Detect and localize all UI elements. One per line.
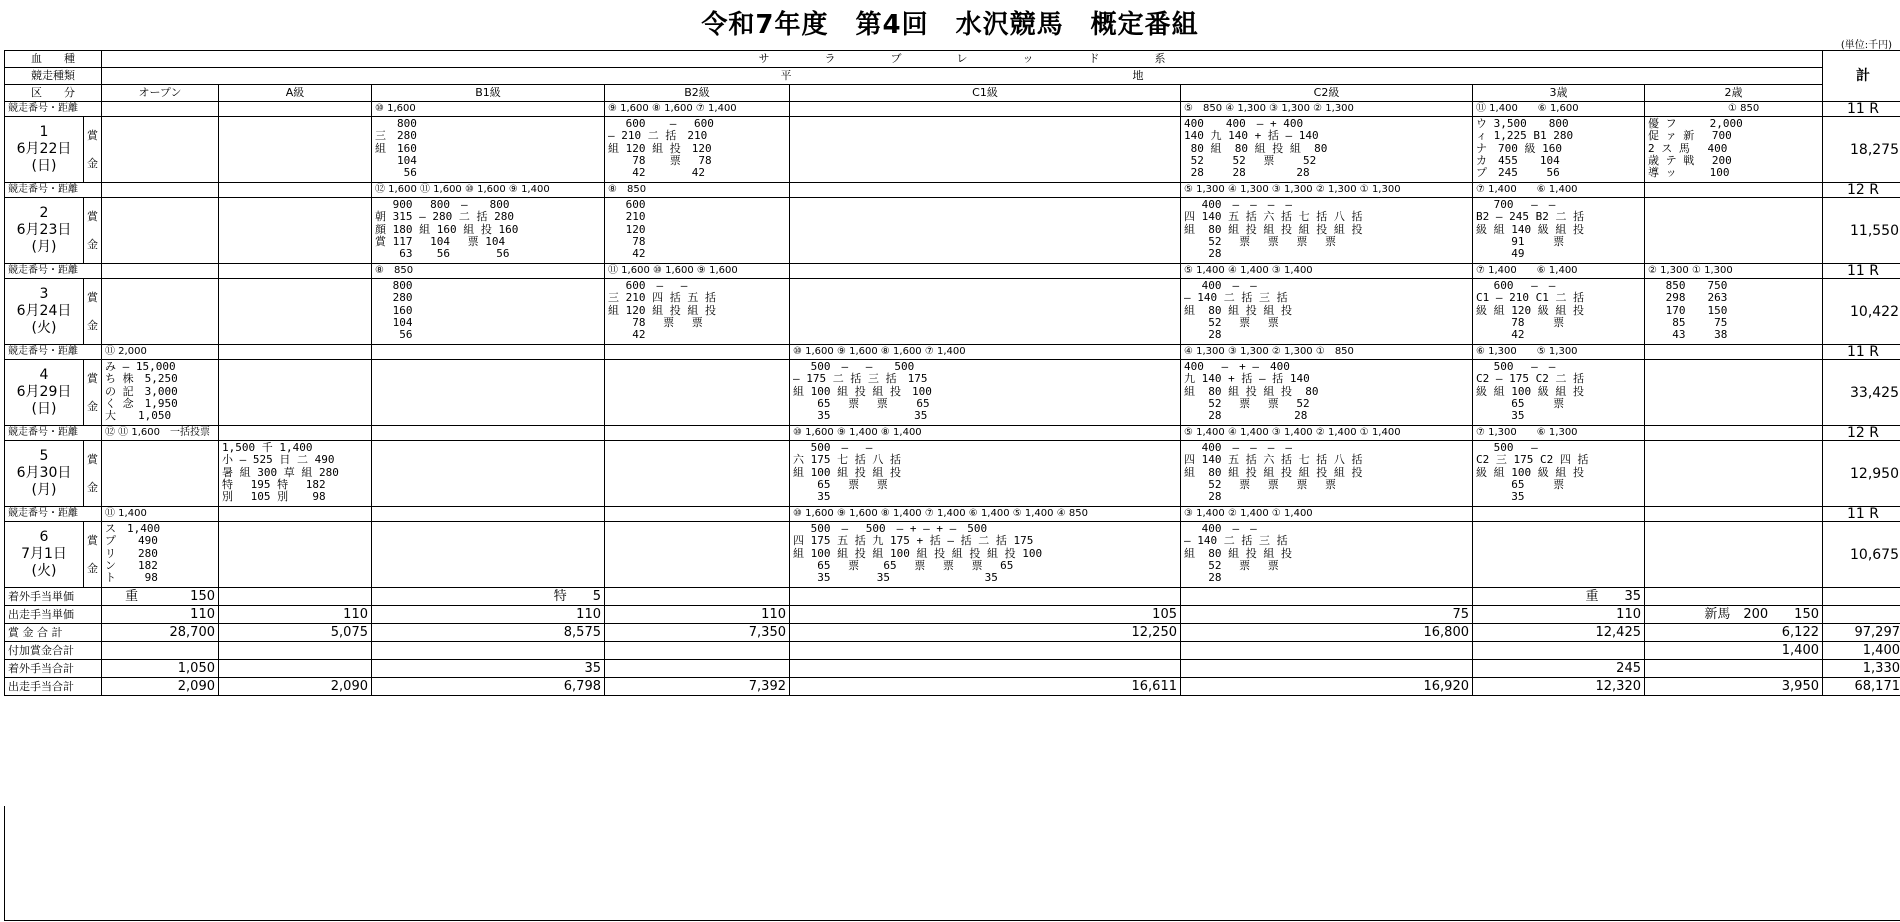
blood-value: サ ラ ブ レ ッ ド 系 <box>102 51 1823 68</box>
race-distance-label: 競走番号・距離 <box>5 426 102 441</box>
prize-label <box>84 360 102 426</box>
prize-cell <box>1473 360 1645 426</box>
prize-label-top: 賞 <box>87 533 98 547</box>
prize-breakdown: 500 — C2 三 175 C2 四 括 級 組 100 級 組 投 65 票 35 <box>1476 441 1589 504</box>
prize-label-bottom: 金 <box>87 237 98 251</box>
prize-breakdown: 1,500 千 1,400 小 — 525 日 二 490 暑 組 300 草 組 280 特 195 特 182 別 105 別 98 <box>222 441 339 504</box>
prize-cell <box>1181 279 1473 345</box>
race-distance-cell: ⑤ 1,400 ④ 1,400 ③ 1,400 <box>1181 264 1473 279</box>
race-distance-cell <box>790 102 1181 117</box>
race-distance-cell <box>102 183 219 198</box>
prize-label-bottom: 金 <box>87 399 98 413</box>
day-dow: (火) <box>31 563 57 579</box>
prize-cell <box>1645 360 1823 426</box>
prize-breakdown: 500 — — 六 175 七 括 八 括 組 100 組 投 組 投 65 票 票 35 <box>793 441 901 504</box>
footer-value: 6,122 <box>1645 624 1823 642</box>
prize-breakdown: 500 — — 500 — 175 二 括 三 括 175 組 100 組 投 組 投 100 65 票 票 65 35 35 <box>793 360 932 423</box>
race-distance-cell: ⑫ 1,600 ⑪ 1,600 ⑩ 1,600 ⑨ 1,400 <box>372 183 605 198</box>
prize-cell <box>605 279 790 345</box>
footer-value: 16,800 <box>1181 624 1473 642</box>
race-count: 11 R <box>1823 264 1900 279</box>
day-num: 1 <box>39 124 49 140</box>
race-distance-cell: ⑪ 1,400 ⑥ 1,600 <box>1473 102 1645 117</box>
footer-value <box>790 660 1181 678</box>
footer-value: 6,798 <box>372 678 605 696</box>
prize-row <box>5 522 1900 588</box>
prize-label <box>84 117 102 183</box>
prize-cell <box>790 117 1181 183</box>
prize-breakdown: 400 — — — — 四 140 五 括 六 括 七 括 八 括 組 80 組 投 組 投 組 投 組 投 52 票 票 票 票 28 <box>1184 198 1363 261</box>
day-dow: (火) <box>31 320 57 336</box>
day-total: 33,425 <box>1823 360 1900 426</box>
race-distance-label: 競走番号・距離 <box>5 345 102 360</box>
prize-cell <box>1645 117 1823 183</box>
footer-value <box>219 588 372 606</box>
footer-value: 7,392 <box>605 678 790 696</box>
prize-cell <box>1645 522 1823 588</box>
prize-breakdown: 400 — — — — 四 140 五 括 六 括 七 括 八 括 組 80 組 投 組 投 組 投 組 投 52 票 票 票 票 28 <box>1184 441 1363 504</box>
prize-breakdown: み — 15,000 ち 株 5,250 の 記 3,000 く 念 1,950 大 1,050 <box>105 360 178 423</box>
race-distance-cell <box>102 264 219 279</box>
prize-breakdown: 700 — — B2 — 245 B2 二 括 級 組 140 級 組 投 91 票 49 <box>1476 198 1585 261</box>
footer-label: 付加賞金合計 <box>5 642 102 660</box>
footer-label: 出走手当合計 <box>5 678 102 696</box>
prize-cell <box>1473 279 1645 345</box>
day-cell <box>5 279 84 345</box>
race-distance-label: 競走番号・距離 <box>5 183 102 198</box>
race-distance-row <box>5 345 1900 360</box>
prize-cell <box>219 360 372 426</box>
prize-row <box>5 360 1900 426</box>
prize-cell <box>1473 117 1645 183</box>
day-num: 6 <box>39 529 49 545</box>
prize-cell <box>219 441 372 507</box>
race-distance-cell <box>219 183 372 198</box>
footer-value <box>605 588 790 606</box>
day-num: 5 <box>39 448 49 464</box>
race-count: 12 R <box>1823 183 1900 198</box>
type-value: 平 地 <box>102 68 1823 85</box>
footer-value <box>1181 588 1473 606</box>
day-total: 12,950 <box>1823 441 1900 507</box>
prize-label-top: 賞 <box>87 209 98 223</box>
race-distance-cell <box>219 345 372 360</box>
footer-value: 12,250 <box>790 624 1181 642</box>
footer-value: 75 <box>1181 606 1473 624</box>
footer-value: 2,090 <box>102 678 219 696</box>
race-distance-cell: ⑩ 1,600 ⑨ 1,400 ⑧ 1,400 <box>790 426 1181 441</box>
footer-row <box>5 624 1900 642</box>
race-distance-cell <box>102 102 219 117</box>
race-distance-cell: ⑦ 1,400 ⑥ 1,400 <box>1473 183 1645 198</box>
footer-value: 7,350 <box>605 624 790 642</box>
prize-row <box>5 441 1900 507</box>
footer-value <box>605 642 790 660</box>
prize-cell <box>1181 441 1473 507</box>
footer-value: 1,050 <box>102 660 219 678</box>
prize-cell <box>372 360 605 426</box>
race-distance-cell <box>219 426 372 441</box>
race-distance-cell <box>1645 426 1823 441</box>
race-distance-cell: ⑦ 1,300 ⑥ 1,300 <box>1473 426 1645 441</box>
footer-value: 重 35 <box>1473 588 1645 606</box>
day-cell <box>5 117 84 183</box>
race-distance-cell <box>372 426 605 441</box>
day-dow: (日) <box>31 158 57 174</box>
footer-value <box>1645 588 1823 606</box>
day-total: 11,550 <box>1823 198 1900 264</box>
footer-total: 1,400 <box>1823 642 1900 660</box>
footer-value: 8,575 <box>372 624 605 642</box>
race-distance-cell: ② 1,300 ① 1,300 <box>1645 264 1823 279</box>
footer-row <box>5 642 1900 660</box>
race-distance-cell: ⑧ 850 <box>372 264 605 279</box>
footer-value: 245 <box>1473 660 1645 678</box>
footer-value: 1,400 <box>1645 642 1823 660</box>
footer-total <box>1823 588 1900 606</box>
race-distance-row <box>5 507 1900 522</box>
race-distance-cell <box>605 345 790 360</box>
prize-breakdown: 600 — — 三 210 四 括 五 括 組 120 組 投 組 投 78 票 票 42 <box>608 279 716 342</box>
race-distance-cell: ⑧ 850 <box>605 183 790 198</box>
prize-cell <box>372 198 605 264</box>
prize-breakdown: ウ 3,500 800 ィ 1,225 B1 280 ナ 700 級 160 カ 455 104 プ 245 56 <box>1476 117 1574 180</box>
prize-cell <box>1181 360 1473 426</box>
race-distance-cell <box>219 264 372 279</box>
footer-value: 28,700 <box>102 624 219 642</box>
prize-cell <box>1645 441 1823 507</box>
day-cell <box>5 441 84 507</box>
race-distance-cell: ⑪ 1,400 <box>102 507 219 522</box>
prize-cell <box>790 441 1181 507</box>
prize-breakdown: 400 — — — 140 二 括 三 括 組 80 組 投 組 投 52 票 票 28 <box>1184 522 1292 585</box>
race-distance-cell: ⑩ 1,600 <box>372 102 605 117</box>
race-distance-label: 競走番号・距離 <box>5 507 102 522</box>
prize-label-bottom: 金 <box>87 561 98 575</box>
footer-value <box>605 660 790 678</box>
class-label: 区 分 <box>5 85 102 102</box>
footer-value <box>219 660 372 678</box>
footer-total: 1,330 <box>1823 660 1900 678</box>
footer-row <box>5 588 1900 606</box>
race-count: 11 R <box>1823 345 1900 360</box>
race-distance-row <box>5 264 1900 279</box>
prize-cell <box>102 117 219 183</box>
footer-value <box>372 642 605 660</box>
prize-breakdown: 400 — + — 400 九 140 + 括 — 括 140 組 80 組 投 組 投 80 52 票 票 52 28 28 <box>1184 360 1319 423</box>
footer-value <box>219 642 372 660</box>
race-distance-cell: ⑦ 1,400 ⑥ 1,400 <box>1473 264 1645 279</box>
race-distance-cell <box>372 507 605 522</box>
class-header: C1級 <box>790 85 1181 102</box>
class-header: オープン <box>102 85 219 102</box>
schedule-table <box>4 50 1900 696</box>
prize-cell <box>790 279 1181 345</box>
race-distance-cell <box>1645 507 1823 522</box>
prize-row <box>5 198 1900 264</box>
day-total: 18,275 <box>1823 117 1900 183</box>
day-total: 10,675 <box>1823 522 1900 588</box>
footer-value: 特 5 <box>372 588 605 606</box>
prize-breakdown: 800 280 160 104 56 <box>392 279 413 342</box>
footer-value: 105 <box>790 606 1181 624</box>
race-distance-row <box>5 426 1900 441</box>
footer-value: 110 <box>605 606 790 624</box>
race-distance-label: 競走番号・距離 <box>5 264 102 279</box>
prize-label-top: 賞 <box>87 290 98 304</box>
prize-breakdown: 400 — — — 140 二 括 三 括 組 80 組 投 組 投 52 票 票 28 <box>1184 279 1292 342</box>
race-distance-cell: ⑩ 1,600 ⑨ 1,600 ⑧ 1,400 ⑦ 1,400 ⑥ 1,400 ⑤ 1,400 ④ 850 <box>790 507 1181 522</box>
prize-cell <box>102 360 219 426</box>
day-dow: (日) <box>31 401 57 417</box>
prize-cell <box>605 441 790 507</box>
footer-value <box>790 642 1181 660</box>
footer-value <box>1181 660 1473 678</box>
prize-label-bottom: 金 <box>87 480 98 494</box>
prize-breakdown: 500 — 500 — + — + — 500 四 175 五 括 九 175 + 括 — 括 二 括 175 組 100 組 投 組 100 組 投 組 投 組 投 100 65 票 65 票 票 票 65 35 35 35 <box>793 522 1043 585</box>
race-count: 11 R <box>1823 507 1900 522</box>
prize-breakdown: 600 — — C1 — 210 C1 二 括 級 組 120 級 組 投 78 票 42 <box>1476 279 1585 342</box>
prize-label-bottom: 金 <box>87 156 98 170</box>
race-distance-cell <box>1473 507 1645 522</box>
prize-cell <box>605 360 790 426</box>
footer-total <box>1823 606 1900 624</box>
footer-value: 重 150 <box>102 588 219 606</box>
prize-breakdown: 850 750 298 263 170 150 85 75 43 38 <box>1665 279 1728 342</box>
race-distance-cell: ⑩ 1,600 ⑨ 1,600 ⑧ 1,600 ⑦ 1,400 <box>790 345 1181 360</box>
prize-cell <box>1473 441 1645 507</box>
day-cell <box>5 522 84 588</box>
prize-label-top: 賞 <box>87 452 98 466</box>
footer-value <box>1181 642 1473 660</box>
prize-cell <box>1181 522 1473 588</box>
race-distance-cell: ⑪ 2,000 <box>102 345 219 360</box>
prize-cell <box>605 117 790 183</box>
footer-label: 出走手当単価 <box>5 606 102 624</box>
footer-value: 2,090 <box>219 678 372 696</box>
day-total: 10,422 <box>1823 279 1900 345</box>
prize-cell <box>1473 198 1645 264</box>
day-dow: (月) <box>31 482 57 498</box>
blank-area <box>4 806 1900 921</box>
prize-cell <box>1181 117 1473 183</box>
footer-row <box>5 678 1900 696</box>
day-date: 6月23日 <box>16 222 72 238</box>
prize-cell <box>219 117 372 183</box>
race-distance-cell <box>372 345 605 360</box>
footer-label: 着外手当合計 <box>5 660 102 678</box>
prize-breakdown: 800 三 280 組 160 104 56 <box>375 117 417 180</box>
footer-value: 16,611 <box>790 678 1181 696</box>
prize-cell <box>790 522 1181 588</box>
race-distance-cell: ⑫ ⑪ 1,600 一括投票 <box>102 426 219 441</box>
race-distance-cell <box>1645 183 1823 198</box>
prize-cell <box>372 441 605 507</box>
race-distance-cell: ① 850 <box>1645 102 1823 117</box>
race-distance-cell: ⑤ 1,300 ④ 1,300 ③ 1,300 ② 1,300 ① 1,300 <box>1181 183 1473 198</box>
footer-value: 110 <box>372 606 605 624</box>
type-label: 競走種類 <box>5 68 102 85</box>
prize-breakdown: 400 400 — + 400 140 九 140 + 括 — 140 80 組 80 組 投 組 80 52 52 票 52 28 28 28 <box>1184 117 1328 180</box>
prize-breakdown: 900 800 — 800 朝 315 — 280 二 括 280 顔 180 組 160 組 投 160 賞 117 104 票 104 63 56 56 <box>375 198 519 261</box>
footer-label: 賞 金 合 計 <box>5 624 102 642</box>
footer-value <box>1473 642 1645 660</box>
prize-cell <box>102 441 219 507</box>
class-header: B1級 <box>372 85 605 102</box>
prize-cell <box>605 198 790 264</box>
prize-cell <box>102 198 219 264</box>
race-distance-cell: ⑥ 1,300 ⑤ 1,300 <box>1473 345 1645 360</box>
class-header: 2歳 <box>1645 85 1823 102</box>
footer-value <box>102 642 219 660</box>
day-cell <box>5 198 84 264</box>
day-num: 3 <box>39 286 49 302</box>
race-distance-row <box>5 102 1900 117</box>
prize-cell <box>219 522 372 588</box>
prize-cell <box>1645 198 1823 264</box>
footer-row <box>5 660 1900 678</box>
prize-breakdown: 600 — 600 — 210 二 括 210 組 120 組 投 120 78 票 78 42 42 <box>608 117 714 180</box>
footer-total: 97,297 <box>1823 624 1900 642</box>
prize-cell <box>102 522 219 588</box>
footer-total: 68,171 <box>1823 678 1900 696</box>
total-header: 計 <box>1823 51 1900 102</box>
day-date: 6月24日 <box>16 303 72 319</box>
race-distance-label: 競走番号・距離 <box>5 102 102 117</box>
footer-label: 着外手当単価 <box>5 588 102 606</box>
race-distance-cell <box>605 507 790 522</box>
class-header: B2級 <box>605 85 790 102</box>
race-distance-cell <box>219 507 372 522</box>
prize-cell <box>1181 198 1473 264</box>
prize-cell <box>372 279 605 345</box>
footer-value: 3,950 <box>1645 678 1823 696</box>
prize-cell <box>605 522 790 588</box>
race-distance-cell: ③ 1,400 ② 1,400 ① 1,400 <box>1181 507 1473 522</box>
footer-value: 110 <box>102 606 219 624</box>
footer-value: 5,075 <box>219 624 372 642</box>
footer-value: 12,320 <box>1473 678 1645 696</box>
footer-value: 35 <box>372 660 605 678</box>
day-dow: (月) <box>31 239 57 255</box>
prize-cell <box>790 360 1181 426</box>
prize-cell <box>372 522 605 588</box>
race-distance-cell <box>605 426 790 441</box>
prize-label-top: 賞 <box>87 128 98 142</box>
race-distance-cell: ④ 1,300 ③ 1,300 ② 1,300 ① 850 <box>1181 345 1473 360</box>
day-date: 6月22日 <box>16 141 72 157</box>
footer-value: 110 <box>1473 606 1645 624</box>
blood-label: 血 種 <box>5 51 102 68</box>
prize-label <box>84 198 102 264</box>
class-header: A級 <box>219 85 372 102</box>
prize-breakdown: 優 フ 2,000 促 ァ 新 700 2 ス 馬 400 歳 テ 戦 200 導 ッ 100 <box>1648 117 1743 180</box>
class-header: 3歳 <box>1473 85 1645 102</box>
prize-cell <box>790 198 1181 264</box>
day-date: 6月30日 <box>16 465 72 481</box>
prize-cell <box>1473 522 1645 588</box>
prize-label-bottom: 金 <box>87 318 98 332</box>
unit-note: (単位:千円) <box>1840 40 1892 51</box>
race-distance-cell: ⑤ 1,400 ④ 1,400 ③ 1,400 ② 1,400 ① 1,400 <box>1181 426 1473 441</box>
class-header: C2級 <box>1181 85 1473 102</box>
race-distance-cell <box>1645 345 1823 360</box>
prize-label-top: 賞 <box>87 371 98 385</box>
race-distance-cell <box>219 102 372 117</box>
race-count: 12 R <box>1823 426 1900 441</box>
prize-cell <box>102 279 219 345</box>
footer-value <box>790 588 1181 606</box>
footer-row <box>5 606 1900 624</box>
prize-label <box>84 522 102 588</box>
race-distance-cell: ⑨ 1,600 ⑧ 1,600 ⑦ 1,400 <box>605 102 790 117</box>
footer-value: 16,920 <box>1181 678 1473 696</box>
footer-value: 12,425 <box>1473 624 1645 642</box>
footer-value: 新馬 200 150 <box>1645 606 1823 624</box>
prize-cell <box>219 198 372 264</box>
prize-cell <box>1645 279 1823 345</box>
race-distance-cell <box>790 183 1181 198</box>
footer-value: 110 <box>219 606 372 624</box>
prize-row <box>5 117 1900 183</box>
footer-value <box>1645 660 1823 678</box>
race-distance-cell: ⑪ 1,600 ⑩ 1,600 ⑨ 1,600 <box>605 264 790 279</box>
day-date: 6月29日 <box>16 384 72 400</box>
prize-label <box>84 441 102 507</box>
race-distance-row <box>5 183 1900 198</box>
prize-breakdown: 500 — — C2 — 175 C2 二 括 級 組 100 級 組 投 65 票 35 <box>1476 360 1585 423</box>
prize-cell <box>372 117 605 183</box>
prize-breakdown: 600 210 120 78 42 <box>625 198 646 261</box>
prize-label <box>84 279 102 345</box>
day-date: 7月1日 <box>21 546 67 562</box>
day-num: 4 <box>39 367 49 383</box>
day-cell <box>5 360 84 426</box>
race-distance-cell <box>790 264 1181 279</box>
prize-cell <box>219 279 372 345</box>
day-num: 2 <box>39 205 49 221</box>
page-title: 令和7年度 第4回 水沢競馬 概定番組 <box>701 10 1199 40</box>
race-distance-cell: ⑤ 850 ④ 1,300 ③ 1,300 ② 1,300 <box>1181 102 1473 117</box>
race-count: 11 R <box>1823 102 1900 117</box>
prize-row <box>5 279 1900 345</box>
prize-breakdown: ス 1,400 プ 490 リ 280 ン 182 ト 98 <box>105 522 161 585</box>
